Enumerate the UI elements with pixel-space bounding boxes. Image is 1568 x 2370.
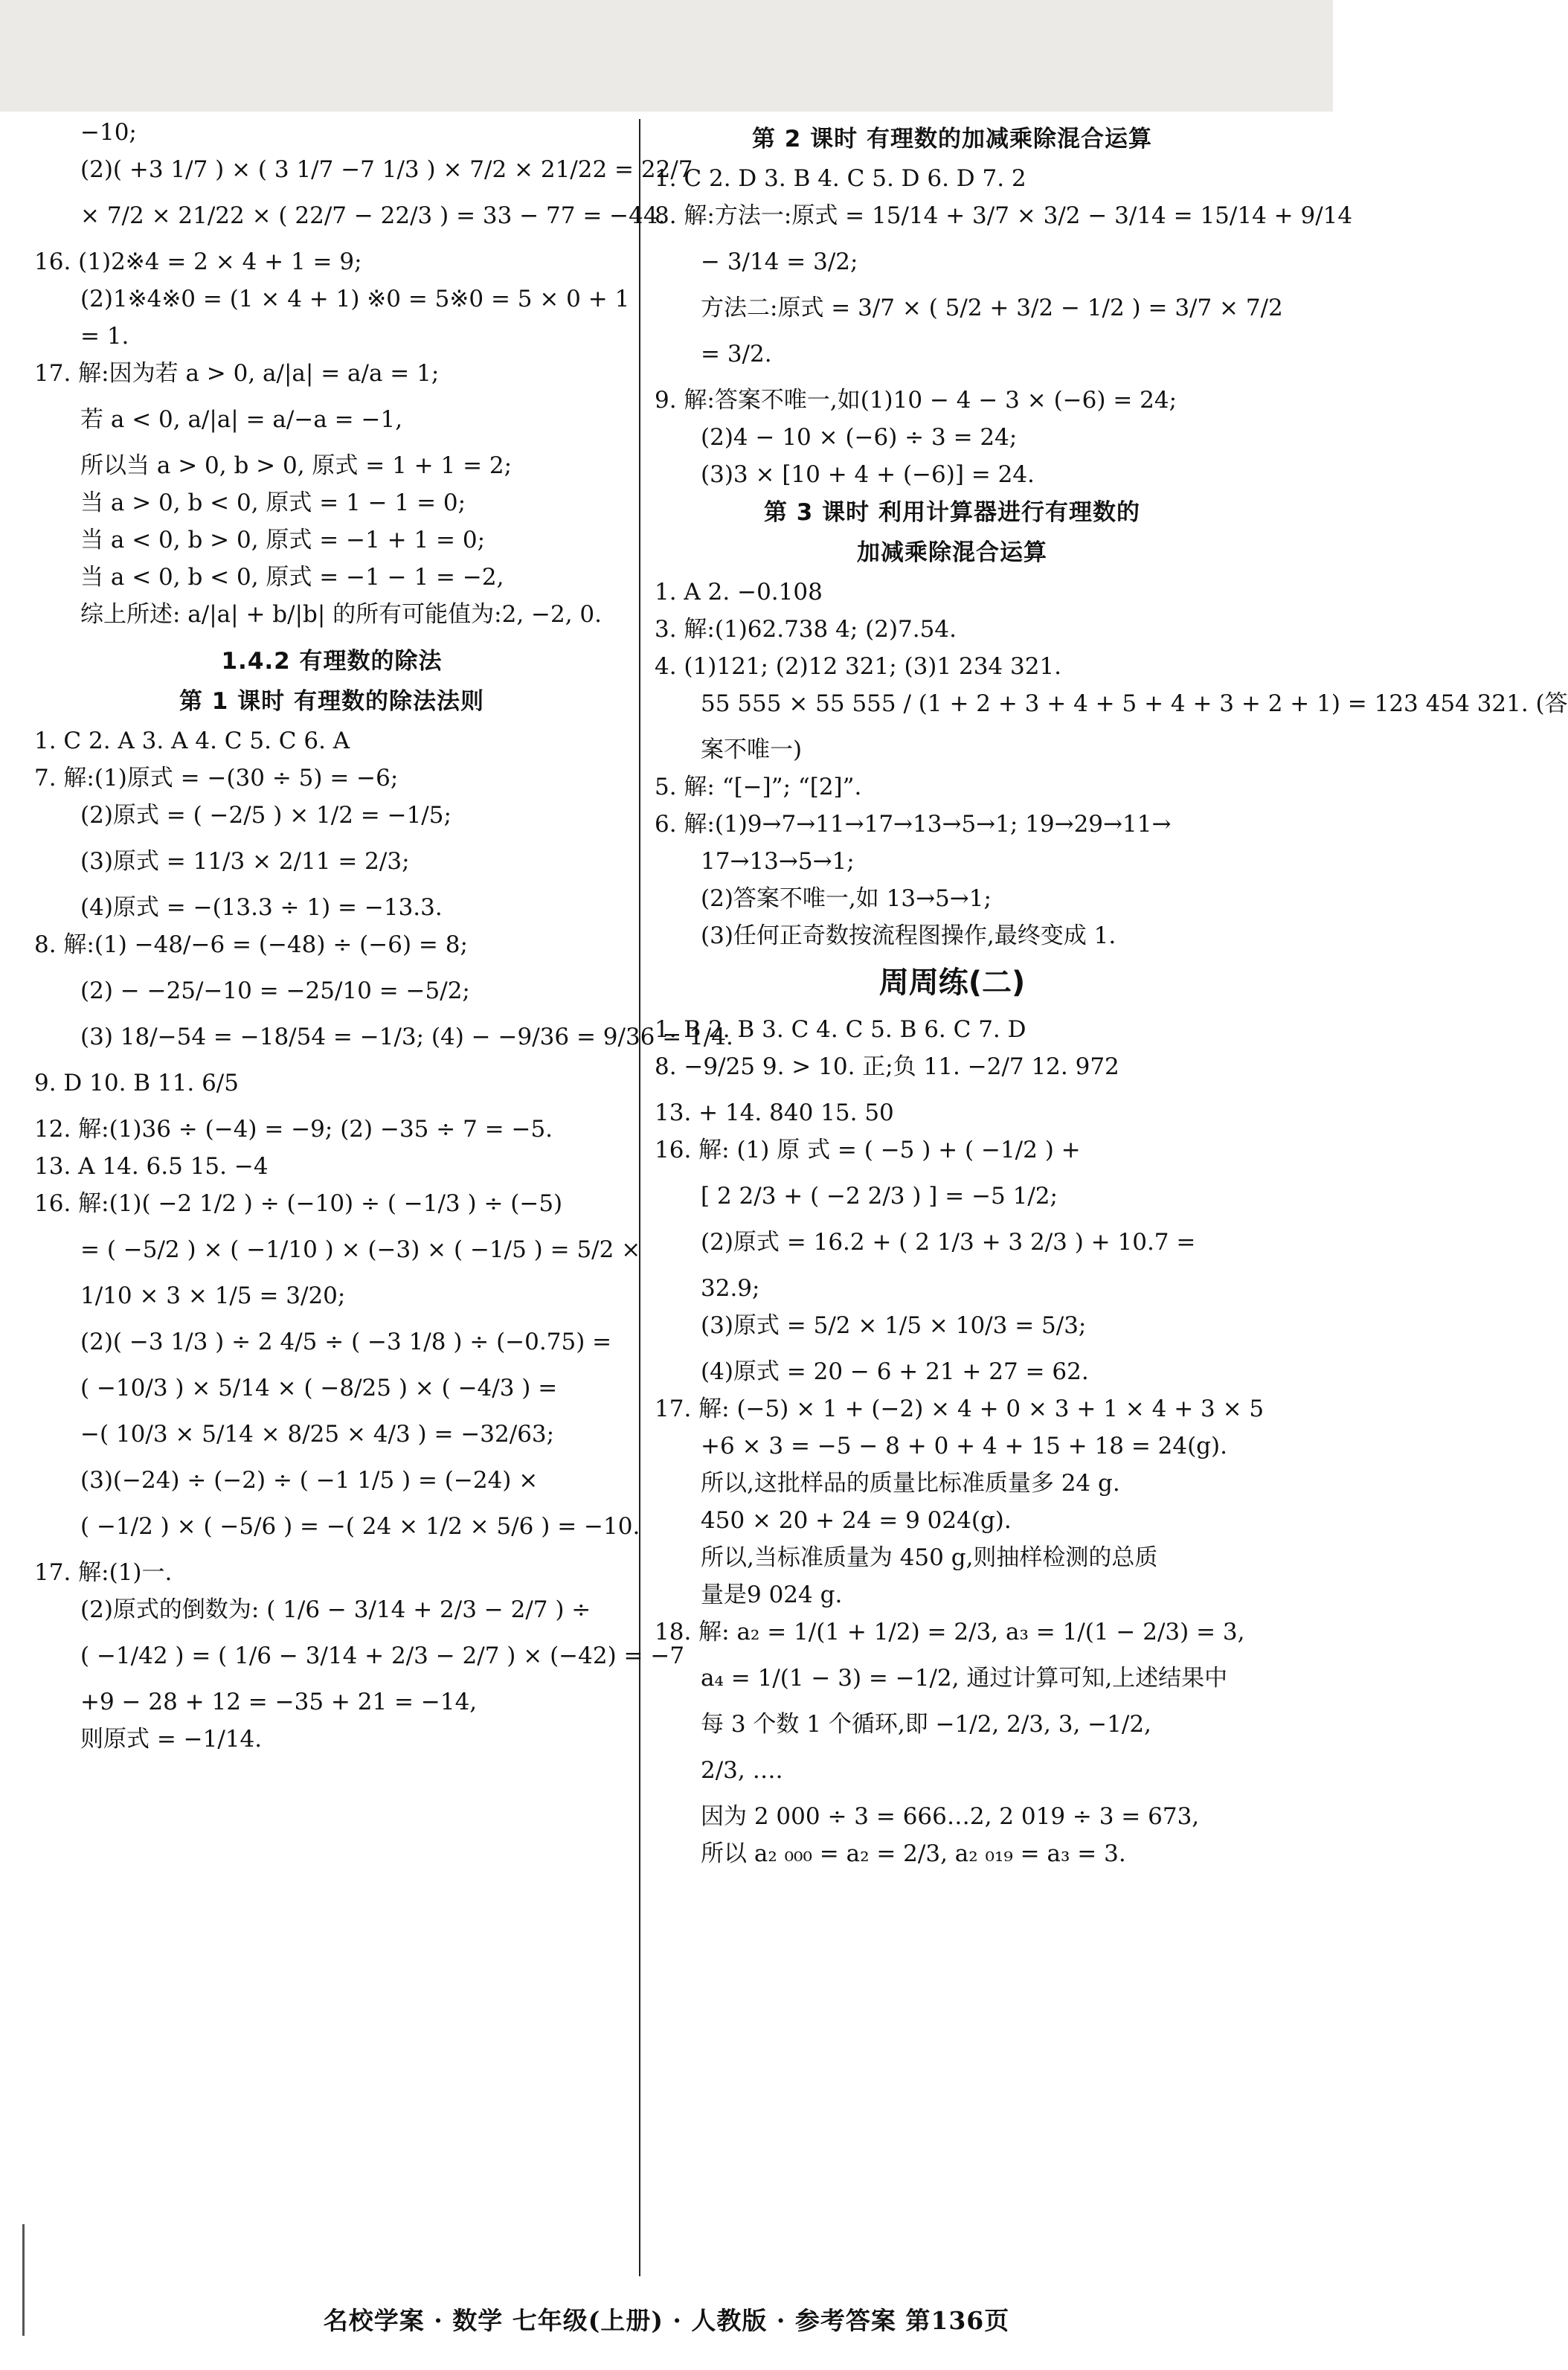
right-answer-line: 4. (1)121; (2)12 321; (3)1 234 321. — [655, 653, 1062, 680]
right-answer-line: a₄ = 1/(1 − 3) = −1/2, 通过计算可知,上述结果中 — [701, 1665, 1228, 1692]
right-heading: 第 3 课时 利用计算器进行有理数的 — [764, 499, 1140, 526]
right-answer-line: 所以,这批样品的质量比标准质量多 24 g. — [701, 1470, 1120, 1497]
right-answer-line: 18. 解: a₂ = 1/(1 + 1/2) = 2/3, a₃ = 1/(1 − 2/3) = 3, — [655, 1619, 1245, 1645]
left-answer-line: × 7/2 × 21/22 × ( 22/7 − 22/3 ) = 33 − 77 = −44. — [80, 202, 666, 229]
right-answer-line: 1. B 2. B 3. C 4. C 5. B 6. C 7. D — [655, 1016, 1026, 1043]
left-answer-line: ( −10/3 ) × 5/14 × ( −8/25 ) × ( −4/3 ) = — [80, 1375, 558, 1401]
left-answer-line: 12. 解:(1)36 ÷ (−4) = −9; (2) −35 ÷ 7 = −5. — [34, 1116, 553, 1143]
left-answer-line: (2)原式 = ( −2/5 ) × 1/2 = −1/5; — [80, 802, 452, 829]
left-answer-line: 17. 解:因为若 a > 0, a/|a| = a/a = 1; — [34, 360, 440, 387]
left-answer-line: (2) − −25/−10 = −25/10 = −5/2; — [80, 977, 470, 1004]
left-answer-line: 当 a < 0, b > 0, 原式 = −1 + 1 = 0; — [80, 527, 486, 553]
right-answer-line: − 3/14 = 3/2; — [701, 248, 858, 275]
left-answer-line: 当 a < 0, b < 0, 原式 = −1 − 1 = −2, — [80, 564, 504, 591]
left-answer-line: 16. 解:(1)( −2 1/2 ) ÷ (−10) ÷ ( −1/3 ) ÷ (−5) — [34, 1190, 563, 1217]
left-answer-line: (2)1※4※0 = (1 × 4 + 1) ※0 = 5※0 = 5 × 0 + 1 — [80, 286, 630, 312]
right-answer-line: (2)原式 = 16.2 + ( 2 1/3 + 3 2/3 ) + 10.7 = — [701, 1229, 1196, 1256]
left-answer-line: = 1. — [80, 323, 129, 350]
left-heading: 第 1 课时 有理数的除法法则 — [179, 688, 484, 715]
left-answer-line: (2)( +3 1/7 ) × ( 3 1/7 −7 1/3 ) × 7/2 × 21/22 = 22/7 — [80, 156, 693, 183]
left-answer-line: 8. 解:(1) −48/−6 = (−48) ÷ (−6) = 8; — [34, 931, 468, 958]
right-answer-line: +6 × 3 = −5 − 8 + 0 + 4 + 15 + 18 = 24(g). — [701, 1433, 1227, 1459]
right-answer-line: 1. C 2. D 3. B 4. C 5. D 6. D 7. 2 — [655, 165, 1026, 192]
right-answer-line: 5. 解: “[−]”; “[2]”. — [655, 774, 862, 800]
left-answer-line: ( −1/2 ) × ( −5/6 ) = −( 24 × 1/2 × 5/6 ) = −10. — [80, 1513, 640, 1540]
right-answer-line: 量是9 024 g. — [701, 1581, 843, 1608]
left-answer-line: −( 10/3 × 5/14 × 8/25 × 4/3 ) = −32/63; — [80, 1421, 555, 1448]
right-answer-line: 2/3, …. — [701, 1757, 783, 1784]
left-answer-line: = ( −5/2 ) × ( −1/10 ) × (−3) × ( −1/5 ) = 5/2 × — [80, 1236, 641, 1263]
left-heading: 1.4.2 有理数的除法 — [221, 648, 443, 675]
right-answer-line: 17. 解: (−5) × 1 + (−2) × 4 + 0 × 3 + 1 × 4 + 3 × 5 — [655, 1396, 1265, 1422]
right-answer-line: 3. 解:(1)62.738 4; (2)7.54. — [655, 616, 957, 643]
left-answer-line: 17. 解:(1)一. — [34, 1559, 173, 1586]
right-answer-line: 案不唯一) — [701, 736, 803, 763]
left-answer-line: 1. C 2. A 3. A 4. C 5. C 6. A — [34, 728, 350, 754]
right-answer-line: 8. 解:方法一:原式 = 15/14 + 3/7 × 3/2 − 3/14 = 15/14 + 9/14 — [655, 202, 1353, 229]
left-answer-line: 所以当 a > 0, b > 0, 原式 = 1 + 1 = 2; — [80, 452, 513, 479]
page-footer: 名校学案 · 数学 七年级(上册) · 人教版 · 参考答案 第136页 — [323, 2306, 1010, 2335]
right-answer-line: 32.9; — [701, 1275, 760, 1302]
left-answer-line: 13. A 14. 6.5 15. −4 — [34, 1153, 269, 1180]
right-answer-line: (2)4 − 10 × (−6) ÷ 3 = 24; — [701, 424, 1018, 451]
right-answer-line: 8. −9/25 9. > 10. 正;负 11. −2/7 12. 972 — [655, 1053, 1119, 1080]
left-answer-line: (3)(−24) ÷ (−2) ÷ ( −1 1/5 ) = (−24) × — [80, 1467, 539, 1494]
right-answer-line: 每 3 个数 1 个循环,即 −1/2, 2/3, 3, −1/2, — [701, 1711, 1151, 1738]
right-answer-line: (3)原式 = 5/2 × 1/5 × 10/3 = 5/3; — [701, 1312, 1087, 1339]
left-answer-line: +9 − 28 + 12 = −35 + 21 = −14, — [80, 1689, 478, 1715]
right-heading: 周周练(二) — [878, 966, 1026, 1000]
right-answer-line: 6. 解:(1)9→7→11→17→13→5→1; 19→29→11→ — [655, 811, 1172, 838]
right-answer-line: (4)原式 = 20 − 6 + 21 + 27 = 62. — [701, 1358, 1089, 1385]
right-answer-line: 17→13→5→1; — [701, 848, 855, 875]
left-answer-line: 7. 解:(1)原式 = −(30 ÷ 5) = −6; — [34, 765, 399, 791]
left-answer-line: 若 a < 0, a/|a| = a/−a = −1, — [80, 406, 403, 433]
right-answer-line: = 3/2. — [701, 341, 772, 367]
left-answer-line: ( −1/42 ) = ( 1/6 − 3/14 + 2/3 − 2/7 ) × (−42) = −7 — [80, 1642, 685, 1669]
left-answer-line: −10; — [80, 119, 137, 146]
right-answer-line: 9. 解:答案不唯一,如(1)10 − 4 − 3 × (−6) = 24; — [655, 387, 1177, 414]
right-answer-line: 450 × 20 + 24 = 9 024(g). — [701, 1507, 1012, 1534]
right-answer-line: (3)任何正奇数按流程图操作,最终变成 1. — [701, 922, 1116, 949]
right-answer-line: (3)3 × [10 + 4 + (−6)] = 24. — [701, 461, 1035, 488]
left-answer-line: 1/10 × 3 × 1/5 = 3/20; — [80, 1282, 346, 1309]
right-answer-line: 所以,当标准质量为 450 g,则抽样检测的总质 — [701, 1544, 1158, 1571]
left-answer-line: 9. D 10. B 11. 6/5 — [34, 1070, 239, 1096]
left-answer-line: (3) 18/−54 = −18/54 = −1/3; (4) − −9/36 = 9/36 = 1/4. — [80, 1024, 733, 1050]
scan-top-background — [0, 0, 1333, 112]
right-answer-line: 55 555 × 55 555 / (1 + 2 + 3 + 4 + 5 + 4 + 3 + 2 + 1) = 123 454 321. (答 — [701, 690, 1568, 717]
right-answer-line: 方法二:原式 = 3/7 × ( 5/2 + 3/2 − 1/2 ) = 3/7 × 7/2 — [701, 295, 1283, 321]
left-answer-line: 综上所述: a/|a| + b/|b| 的所有可能值为:2, −2, 0. — [80, 601, 603, 628]
right-answer-line: 13. + 14. 840 15. 50 — [655, 1099, 894, 1126]
right-answer-line: 因为 2 000 ÷ 3 = 666…2, 2 019 ÷ 3 = 673, — [701, 1803, 1200, 1830]
right-answer-line: 所以 a₂ ₀₀₀ = a₂ = 2/3, a₂ ₀₁₉ = a₃ = 3. — [701, 1840, 1126, 1867]
left-answer-line: (2)( −3 1/3 ) ÷ 2 4/5 ÷ ( −3 1/8 ) ÷ (−0.75) = — [80, 1329, 612, 1355]
left-answer-line: 16. (1)2※4 = 2 × 4 + 1 = 9; — [34, 248, 362, 275]
right-answer-line: [ 2 2/3 + ( −2 2/3 ) ] = −5 1/2; — [701, 1183, 1058, 1210]
left-answer-line: (2)原式的倒数为: ( 1/6 − 3/14 + 2/3 − 2/7 ) ÷ — [80, 1596, 591, 1623]
left-answer-line: (4)原式 = −(13.3 ÷ 1) = −13.3. — [80, 894, 443, 921]
left-answer-line: 则原式 = −1/14. — [80, 1726, 263, 1753]
right-heading: 加减乘除混合运算 — [857, 539, 1047, 566]
left-answer-line: (3)原式 = 11/3 × 2/11 = 2/3; — [80, 848, 410, 875]
right-answer-line: 1. A 2. −0.108 — [655, 579, 823, 606]
right-answer-line: (2)答案不唯一,如 13→5→1; — [701, 885, 992, 912]
left-answer-line: 当 a > 0, b < 0, 原式 = 1 − 1 = 0; — [80, 489, 466, 516]
right-heading: 第 2 课时 有理数的加减乘除混合运算 — [752, 126, 1152, 152]
column-divider — [639, 119, 640, 2276]
right-column — [655, 118, 1568, 1885]
right-answer-line: 16. 解: (1) 原 式 = ( −5 ) + ( −1/2 ) + — [655, 1137, 1081, 1163]
